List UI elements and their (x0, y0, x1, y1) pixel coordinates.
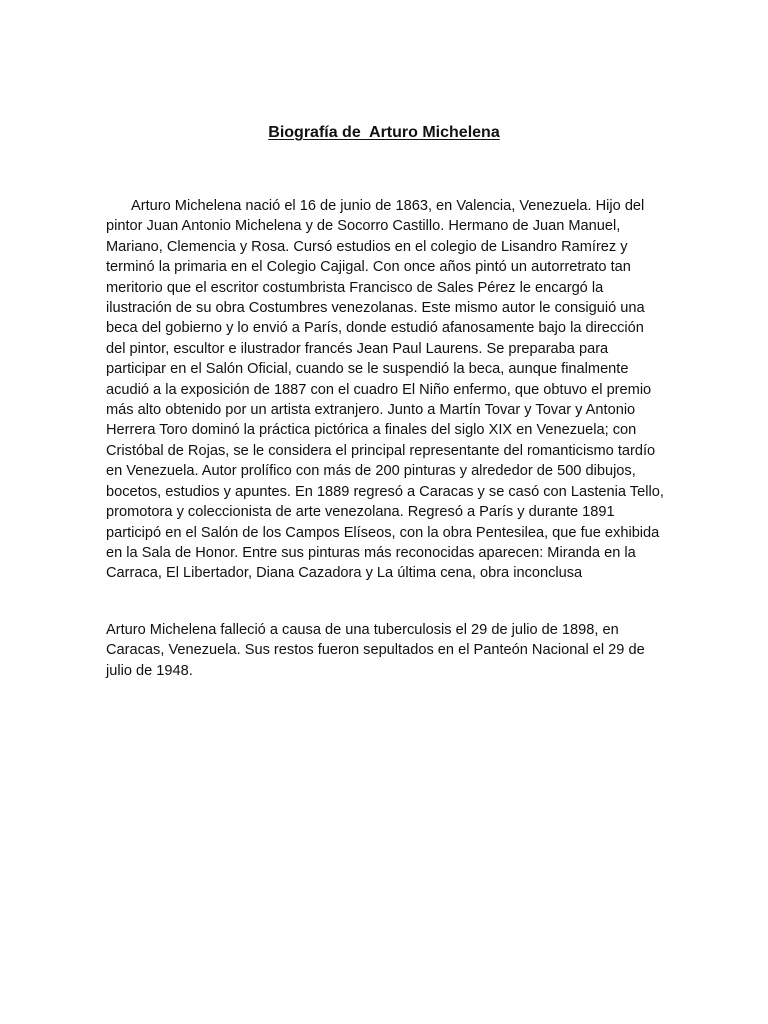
paragraph-death: Arturo Michelena falleció a causa de una tuberculosis el 29 de julio de 1898, en Caracas, Venezuela. Sus restos fueron sepultados en el Panteón Nacional el 29 de julio de 1948. (106, 622, 645, 679)
paragraph-biography: Arturo Michelena nació el 16 de junio de 1863, en Valencia, Venezuela. Hijo del pintor Juan Antonio Michelena y de Socorro Castillo. Hermano de Juan Manuel, Mariano, Clemencia y Rosa. Cursó estudios en el colegio de Lisandro Ramírez y terminó la primaria en el Colegio Cajigal. Con once años pintó un autorretrato tan meritorio que el escritor costumbrista Francisco de Sales Pérez le encargó la ilustración de su obra Costumbres venezolanas. Este mismo autor le consiguió una beca del gobierno y lo envió a París, donde estudió afanosamente bajo la dirección del pintor, escultor e ilustrador francés Jean Paul Laurens. Se preparaba para participar en el Salón Oficial, cuando se le suspendió la beca, aunque finalmente acudió a la exposición de 1887 con el cuadro El Niño enfermo, que obtuvo el premio más alto obtenido por un artista extranjero. Junto a Martín Tovar y Tovar y Antonio Herrera Toro dominó la práctica pictórica a finales del siglo XIX en Venezuela; con Cristóbal de Rojas, se le considera el principal representante del romanticismo tardío en Venezuela. Autor prolífico con más de 200 pinturas y alrededor de 500 dibujos, bocetos, estudios y apuntes. En 1889 regresó a Caracas y se casó con Lastenia Tello, promotora y coleccionista de arte venezolana. Regresó a París y durante 1891 participó en el Salón de los Campos Elíseos, con la obra Pentesilea, que fue exhibida en la Sala de Honor. Entre sus pinturas más reconocidas aparecen: Miranda en la Carraca, El Libertador, Diana Cazadora y La última cena, obra inconclusa (106, 198, 664, 582)
document-title: Biografía de Arturo Michelena (268, 124, 500, 141)
